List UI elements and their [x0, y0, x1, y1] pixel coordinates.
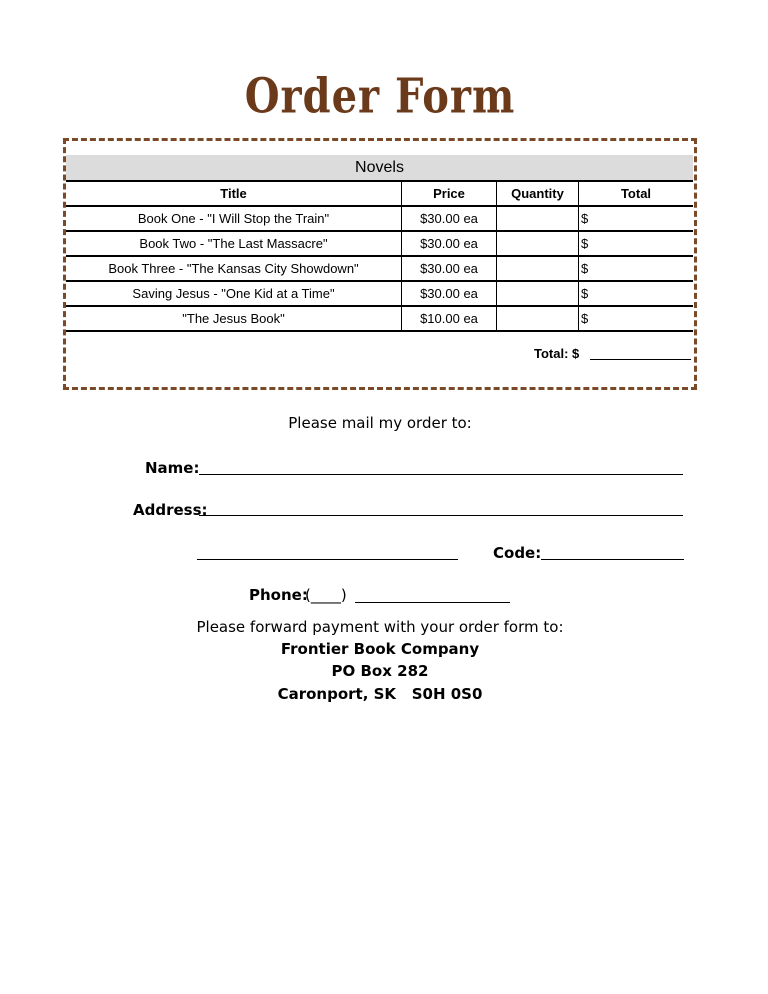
phone-label: Phone: — [249, 586, 308, 604]
book-title-cell: Book Two - "The Last Massacre" — [66, 231, 402, 256]
table-row — [66, 281, 693, 306]
table-row — [66, 306, 693, 331]
price-cell: $30.00 ea — [402, 256, 497, 281]
code-label: Code: — [493, 544, 542, 562]
payment-heading: Please forward payment with your order form to: — [196, 618, 564, 636]
column-header-quantity: Quantity — [497, 181, 579, 206]
postal-code-field[interactable] — [541, 559, 684, 560]
table-row — [66, 256, 693, 281]
table-row — [66, 206, 693, 231]
table-header-row — [66, 181, 693, 206]
total-cell[interactable]: $ — [579, 306, 694, 331]
total-cell[interactable]: $ — [579, 231, 694, 256]
grand-total-blank[interactable] — [590, 359, 691, 360]
quantity-cell[interactable] — [497, 206, 579, 231]
quantity-cell[interactable] — [497, 306, 579, 331]
phone-area-code[interactable]: (____) — [305, 586, 347, 604]
order-items-table — [66, 180, 693, 332]
price-cell: $30.00 ea — [402, 206, 497, 231]
mail-heading: Please mail my order to: — [288, 414, 472, 432]
book-title-cell: Book Three - "The Kansas City Showdown" — [66, 256, 402, 281]
name-field[interactable] — [199, 474, 683, 475]
column-header-total: Total — [579, 181, 694, 206]
name-label: Name: — [145, 459, 200, 477]
book-title-cell: "The Jesus Book" — [66, 306, 402, 331]
grand-total-label: Total: $ — [534, 346, 580, 361]
city-province-postal: Caronport, SK S0H 0S0 — [277, 685, 483, 703]
price-cell: $10.00 ea — [402, 306, 497, 331]
column-header-title: Title — [66, 181, 402, 206]
price-cell: $30.00 ea — [402, 281, 497, 306]
address-label: Address: — [133, 501, 208, 519]
address-field[interactable] — [199, 515, 683, 516]
price-cell: $30.00 ea — [402, 231, 497, 256]
page-title: Order Form — [244, 68, 516, 125]
table-row — [66, 231, 693, 256]
company-name: Frontier Book Company — [280, 640, 480, 658]
section-header-novels: Novels — [66, 155, 693, 181]
city-field[interactable] — [197, 559, 458, 560]
quantity-cell[interactable] — [497, 281, 579, 306]
phone-number-field[interactable] — [355, 602, 510, 603]
total-cell[interactable]: $ — [579, 206, 694, 231]
total-cell[interactable]: $ — [579, 281, 694, 306]
book-title-cell: Saving Jesus - "One Kid at a Time" — [66, 281, 402, 306]
quantity-cell[interactable] — [497, 231, 579, 256]
po-box: PO Box 282 — [331, 662, 429, 680]
book-title-cell: Book One - "I Will Stop the Train" — [66, 206, 402, 231]
quantity-cell[interactable] — [497, 256, 579, 281]
column-header-price: Price — [402, 181, 497, 206]
total-cell[interactable]: $ — [579, 256, 694, 281]
